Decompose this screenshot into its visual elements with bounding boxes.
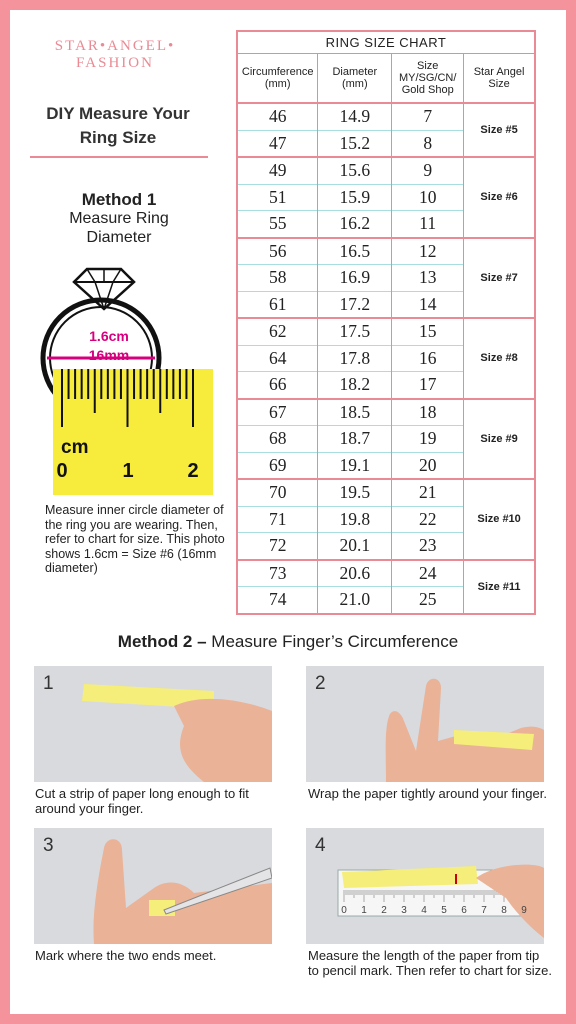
hand-image bbox=[386, 679, 544, 782]
cell-diameter: 18.7 bbox=[318, 426, 392, 453]
step-3-photo bbox=[34, 828, 272, 944]
cell-circumference: 69 bbox=[237, 452, 318, 479]
brand-line-2: FASHION bbox=[76, 55, 154, 71]
ruler-number: 0 bbox=[341, 905, 347, 916]
header-size-local: Size MY/SG/CN/ Gold Shop bbox=[392, 54, 464, 104]
cell-star-angel-size: Size #5 bbox=[464, 103, 535, 157]
method2-title bbox=[10, 632, 566, 652]
cell-circumference: 46 bbox=[237, 103, 318, 130]
chart-row bbox=[237, 238, 535, 265]
step-3-caption: Mark where the two ends meet. bbox=[35, 948, 217, 963]
cell-size-local: 15 bbox=[392, 318, 464, 345]
ring-size-cm-label: 1.6cm bbox=[89, 328, 129, 344]
ring-ruler-illustration bbox=[35, 265, 215, 495]
step-number: 3 bbox=[43, 835, 54, 856]
cell-diameter: 19.8 bbox=[318, 506, 392, 533]
ruler-unit-label: cm bbox=[61, 437, 89, 458]
cell-star-angel-size: Size #9 bbox=[464, 399, 535, 480]
cell-diameter: 20.1 bbox=[318, 533, 392, 560]
cell-diameter: 17.2 bbox=[318, 291, 392, 318]
cell-size-local: 10 bbox=[392, 184, 464, 211]
method1-subtitle bbox=[30, 209, 208, 247]
cell-circumference: 55 bbox=[237, 211, 318, 238]
cell-star-angel-size: Size #7 bbox=[464, 238, 535, 319]
chart-caption: RING SIZE CHART bbox=[237, 31, 535, 54]
cell-size-local: 13 bbox=[392, 265, 464, 292]
cell-size-local: 7 bbox=[392, 103, 464, 130]
cell-size-local: 25 bbox=[392, 587, 464, 614]
cell-diameter: 15.2 bbox=[318, 130, 392, 157]
cell-circumference: 74 bbox=[237, 587, 318, 614]
ruler-tick-label: 2 bbox=[187, 460, 199, 482]
step-number: 2 bbox=[315, 673, 326, 694]
method2-title-rest: Measure Finger’s Circumference bbox=[206, 632, 459, 651]
cell-size-local: 24 bbox=[392, 560, 464, 587]
step-2-caption: Wrap the paper tightly around your finger. bbox=[308, 786, 547, 801]
cell-size-local: 8 bbox=[392, 130, 464, 157]
cell-size-local: 16 bbox=[392, 345, 464, 372]
cell-diameter: 19.5 bbox=[318, 479, 392, 506]
cell-diameter: 21.0 bbox=[318, 587, 392, 614]
method1-subtitle-line-2: Diameter bbox=[86, 229, 152, 246]
cell-diameter: 16.9 bbox=[318, 265, 392, 292]
ring-size-guide bbox=[10, 10, 566, 1014]
cell-size-local: 17 bbox=[392, 372, 464, 399]
step-2-photo bbox=[306, 666, 544, 782]
brand-logo bbox=[30, 38, 200, 72]
ruler-number: 8 bbox=[501, 905, 507, 916]
cell-size-local: 22 bbox=[392, 506, 464, 533]
cell-size-local: 19 bbox=[392, 426, 464, 453]
cell-circumference: 72 bbox=[237, 533, 318, 560]
chart-row bbox=[237, 479, 535, 506]
cell-size-local: 12 bbox=[392, 238, 464, 265]
method1-subtitle-line-1: Measure Ring bbox=[69, 210, 169, 227]
ruler-number: 5 bbox=[441, 905, 447, 916]
cell-circumference: 66 bbox=[237, 372, 318, 399]
cell-size-local: 20 bbox=[392, 452, 464, 479]
ruler-number: 2 bbox=[381, 905, 387, 916]
cell-circumference: 51 bbox=[237, 184, 318, 211]
ruler-number: 9 bbox=[521, 905, 527, 916]
chart-row bbox=[237, 399, 535, 426]
cell-circumference: 73 bbox=[237, 560, 318, 587]
intro-heading bbox=[28, 102, 208, 150]
cell-size-local: 9 bbox=[392, 157, 464, 184]
method1-description: Measure inner circle diameter of the ring you are wearing. Then, refer to chart for size. This photo shows 1.6cm = Size #6 (16mm diameter) bbox=[45, 503, 225, 575]
intro-line-1: DIY Measure Your bbox=[46, 104, 190, 123]
method2-title-bold: Method 2 – bbox=[117, 632, 207, 651]
cell-diameter: 16.2 bbox=[318, 211, 392, 238]
ruler-number: 4 bbox=[421, 905, 427, 916]
cell-circumference: 56 bbox=[237, 238, 318, 265]
hand-image bbox=[93, 839, 272, 944]
cell-circumference: 61 bbox=[237, 291, 318, 318]
ruler-tick-label: 0 bbox=[56, 460, 68, 482]
cell-size-local: 11 bbox=[392, 211, 464, 238]
ring-size-mm-label: 16mm bbox=[88, 347, 130, 363]
cell-size-local: 14 bbox=[392, 291, 464, 318]
ring-size-chart bbox=[236, 30, 536, 615]
ruler-tick-label: 1 bbox=[122, 460, 134, 482]
divider bbox=[30, 156, 208, 158]
step-number: 1 bbox=[43, 673, 54, 694]
cell-diameter: 19.1 bbox=[318, 452, 392, 479]
cell-diameter: 17.8 bbox=[318, 345, 392, 372]
cell-size-local: 18 bbox=[392, 399, 464, 426]
cell-size-local: 23 bbox=[392, 533, 464, 560]
cell-size-local: 21 bbox=[392, 479, 464, 506]
chart-row bbox=[237, 560, 535, 587]
cell-circumference: 47 bbox=[237, 130, 318, 157]
cell-circumference: 58 bbox=[237, 265, 318, 292]
step-1-caption: Cut a strip of paper long enough to fit around your finger. bbox=[35, 786, 249, 816]
cell-circumference: 67 bbox=[237, 399, 318, 426]
step-4-caption: Measure the length of the paper from tip to pencil mark. Then refer to chart for size. bbox=[308, 948, 552, 978]
cell-circumference: 70 bbox=[237, 479, 318, 506]
header-star-angel-size: Star Angel Size bbox=[464, 54, 535, 104]
cell-circumference: 62 bbox=[237, 318, 318, 345]
ruler-graphic bbox=[53, 369, 213, 495]
step-number: 4 bbox=[315, 835, 326, 856]
cell-circumference: 49 bbox=[237, 157, 318, 184]
cell-diameter: 14.9 bbox=[318, 103, 392, 130]
ruler-number: 6 bbox=[461, 905, 467, 916]
chart-row bbox=[237, 157, 535, 184]
cell-star-angel-size: Size #11 bbox=[464, 560, 535, 614]
cell-diameter: 17.5 bbox=[318, 318, 392, 345]
header-diameter: Diameter (mm) bbox=[318, 54, 392, 104]
cell-star-angel-size: Size #6 bbox=[464, 157, 535, 238]
header-circumference: Circumference (mm) bbox=[237, 54, 318, 104]
cell-diameter: 15.6 bbox=[318, 157, 392, 184]
step-1-photo bbox=[34, 666, 272, 782]
ruler-number: 7 bbox=[481, 905, 487, 916]
ruler-number: 3 bbox=[401, 905, 407, 916]
ruler-number: 1 bbox=[361, 905, 367, 916]
cell-star-angel-size: Size #8 bbox=[464, 318, 535, 399]
chart-row bbox=[237, 318, 535, 345]
intro-line-2: Ring Size bbox=[79, 128, 157, 147]
method1-title: Method 1 bbox=[81, 190, 157, 209]
cell-circumference: 68 bbox=[237, 426, 318, 453]
cell-diameter: 18.5 bbox=[318, 399, 392, 426]
brand-line-1: STAR•ANGEL• bbox=[54, 38, 176, 54]
chart-row bbox=[237, 103, 535, 130]
cell-star-angel-size: Size #10 bbox=[464, 479, 535, 560]
cell-diameter: 18.2 bbox=[318, 372, 392, 399]
cell-diameter: 15.9 bbox=[318, 184, 392, 211]
cell-circumference: 64 bbox=[237, 345, 318, 372]
hand-image bbox=[174, 699, 272, 782]
cell-diameter: 20.6 bbox=[318, 560, 392, 587]
step-4-photo bbox=[306, 828, 544, 944]
cell-circumference: 71 bbox=[237, 506, 318, 533]
cell-diameter: 16.5 bbox=[318, 238, 392, 265]
